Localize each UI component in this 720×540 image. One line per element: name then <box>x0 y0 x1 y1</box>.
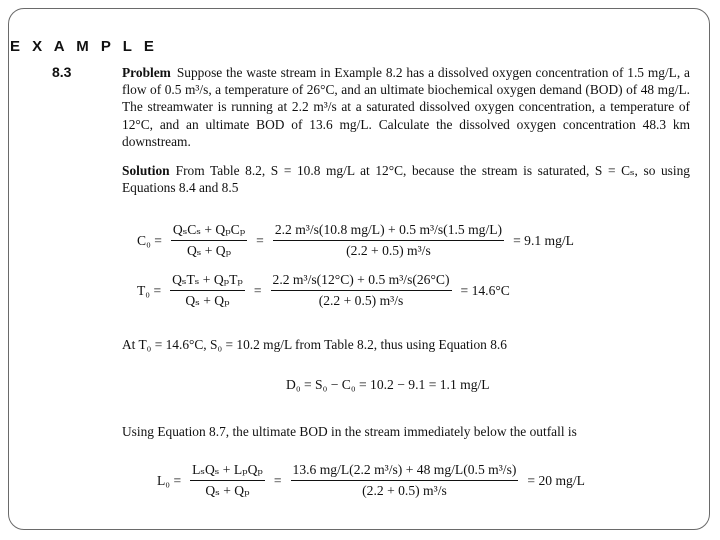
c0-equals: = <box>256 232 264 248</box>
l0-numeric-numerator: 13.6 mg/L(2.2 m³/s) + 48 mg/L(0.5 m³/s) <box>291 462 519 481</box>
example-number: 8.3 <box>52 64 72 80</box>
at-t0-paragraph: At T₀ = 14.6°C, S₀ = 10.2 mg/L from Table 8.2, thus using Equation 8.6 <box>122 337 507 352</box>
problem-text: Suppose the waste stream in Example 8.2 has a dissolved oxygen concentration of 1.5 mg/L, a flow of 0.5 m³/s, a temperature of 26°C, and an ultimate biochemical oxygen demand (BOD) of 48 mg/L. The streamwater is running at 2.2 m³/s at a saturated dissolved oxygen concentration, a temperature of 12°C, and an ultimate BOD of 13.6 mg/L. Calculate the dissolved oxygen concentration 48.3 km downstream. <box>122 65 690 149</box>
t0-lhs: T₀ = <box>137 282 162 298</box>
c0-lhs: C₀ = <box>137 232 162 248</box>
t0-symbolic-fraction <box>170 272 245 309</box>
c0-numeric-fraction <box>273 222 504 259</box>
c0-numeric-denominator: (2.2 + 0.5) m³/s <box>346 243 431 258</box>
equation-l0 <box>154 462 588 499</box>
t0-numeric-numerator: 2.2 m³/s(12°C) + 0.5 m³/s(26°C) <box>271 272 452 291</box>
l0-numeric-fraction <box>291 462 519 499</box>
example-label: E X A M P L E <box>10 38 158 55</box>
c0-numeric-numerator: 2.2 m³/s(10.8 mg/L) + 0.5 m³/s(1.5 mg/L) <box>273 222 504 241</box>
c0-symbolic-denominator: Qₛ + Qₚ <box>186 243 232 258</box>
problem-heading: Problem <box>122 65 171 80</box>
equation-t0 <box>134 272 513 309</box>
equation-d0: D₀ = S₀ − C₀ = 10.2 − 9.1 = 1.1 mg/L <box>286 377 490 392</box>
l0-result: = 20 mg/L <box>527 472 585 488</box>
l0-equals: = <box>273 472 282 488</box>
solution-paragraph <box>122 162 690 196</box>
c0-symbolic-numerator: QₛCₛ + QₚCₚ <box>171 222 247 241</box>
solution-heading: Solution <box>122 163 170 178</box>
equation-c0 <box>134 222 577 259</box>
l0-numeric-denominator: (2.2 + 0.5) m³/s <box>362 483 447 498</box>
t0-symbolic-numerator: QₛTₛ + QₚTₚ <box>170 272 245 291</box>
c0-symbolic-fraction <box>171 222 247 259</box>
solution-text: From Table 8.2, S = 10.8 mg/L at 12°C, because the stream is saturated, S = Cₛ, so using Equations 8.4 and 8.5 <box>122 163 690 196</box>
l0-symbolic-numerator: LₛQₛ + LₚQₚ <box>190 462 265 481</box>
t0-equals: = <box>253 282 262 298</box>
c0-result: = 9.1 mg/L <box>513 232 574 248</box>
t0-result: = 14.6°C <box>460 282 510 298</box>
l0-symbolic-denominator: Qₛ + Qₚ <box>205 483 250 498</box>
using-87-paragraph: Using Equation 8.7, the ultimate BOD in the stream immediately below the outfall is <box>122 424 577 439</box>
l0-symbolic-fraction <box>190 462 265 499</box>
t0-numeric-denominator: (2.2 + 0.5) m³/s <box>318 293 404 308</box>
t0-numeric-fraction <box>271 272 452 309</box>
problem-paragraph <box>122 64 690 150</box>
l0-lhs: L₀ = <box>157 472 182 488</box>
t0-symbolic-denominator: Qₛ + Qₚ <box>185 293 230 308</box>
